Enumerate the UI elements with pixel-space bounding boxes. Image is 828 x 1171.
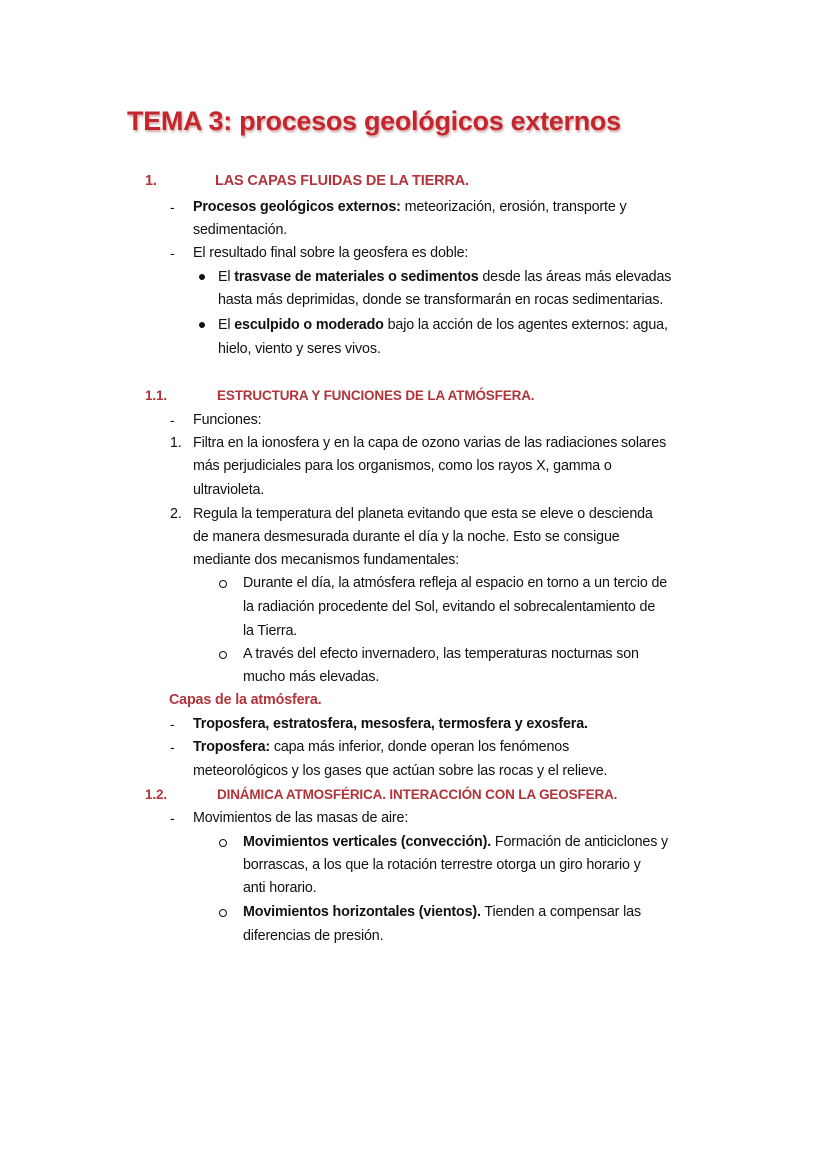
paragraph-line: de manera desmesurada durante el día y la noche. Esto se consigue [193, 529, 620, 545]
circle-bullet-icon [219, 839, 227, 847]
paragraph-line: sedimentación. [193, 222, 288, 238]
text: El [218, 269, 235, 285]
section-number: 1.2. [145, 787, 167, 802]
paragraph-line: más perjudiciales para los organismos, como los rayos X, gamma o [193, 458, 612, 474]
paragraph-line: la radiación procedente del Sol, evitando el sobrecalentamiento de [243, 599, 656, 615]
circle-bullet-icon [219, 580, 227, 588]
paragraph-line [243, 832, 668, 852]
text: desde las áreas más elevadas [478, 269, 672, 285]
paragraph-line [193, 714, 588, 734]
paragraph-line [243, 902, 641, 922]
paragraph-line: meteorológicos y los gases que actúan sobre las rocas y el relieve. [193, 763, 608, 779]
paragraph-line: borrascas, a los que la rotación terrestre otorga un giro horario y [243, 857, 641, 873]
bold-term: Movimientos verticales (convección). [243, 834, 492, 850]
section-number: 1.1. [145, 388, 167, 403]
document-title: TEMA 3: procesos geológicos externos [127, 106, 621, 136]
text: bajo la acción de los agentes externos: agua, [383, 317, 668, 333]
paragraph-line: anti horario. [243, 880, 317, 896]
bold-term: Troposfera, estratosfera, mesosfera, termosfera y exosfera. [193, 716, 588, 732]
paragraph-line: Durante el día, la atmósfera refleja al espacio en torno a un tercio de [243, 575, 668, 591]
paragraph-line: diferencias de presión. [243, 928, 384, 944]
paragraph-line: mediante dos mecanismos fundamentales: [193, 552, 460, 568]
paragraph-line: ultravioleta. [193, 482, 265, 498]
dash-bullet: - [170, 716, 175, 732]
section-heading: DINÁMICA ATMOSFÉRICA. INTERACCIÓN CON LA GEOSFERA. [217, 787, 618, 802]
bold-term: Troposfera: [193, 739, 270, 755]
text: meteorización, erosión, transporte y [400, 199, 627, 215]
bold-term: trasvase de materiales o sedimentos [234, 269, 479, 285]
paragraph-line: la Tierra. [243, 623, 298, 639]
text: El [218, 317, 235, 333]
bold-term: Procesos geológicos externos: [193, 199, 401, 215]
bold-term: esculpido o moderado [234, 317, 384, 333]
dash-bullet: - [170, 739, 175, 755]
paragraph-line: Funciones: [193, 412, 262, 428]
bullet-icon [199, 274, 205, 280]
paragraph-line: Movimientos de las masas de aire: [193, 810, 409, 826]
dash-bullet: - [170, 810, 175, 826]
dash-bullet: - [170, 199, 175, 215]
paragraph-line: hasta más deprimidas, donde se transformarán en rocas sedimentarias. [218, 292, 664, 308]
paragraph-line [193, 737, 569, 757]
circle-bullet-icon [219, 651, 227, 659]
text: capa más inferior, donde operan los fenómenos [270, 739, 570, 755]
dash-bullet: - [170, 245, 175, 261]
paragraph-line: El resultado final sobre la geosfera es doble: [193, 245, 469, 261]
paragraph-line [218, 267, 671, 287]
list-number: 2. [170, 506, 182, 522]
text: Tienden a compensar las [480, 904, 641, 920]
dash-bullet: - [170, 412, 175, 428]
section-heading: LAS CAPAS FLUIDAS DE LA TIERRA. [215, 173, 469, 189]
paragraph-line: Filtra en la ionosfera y en la capa de ozono varias de las radiaciones solares [193, 435, 667, 451]
subheading: Capas de la atmósfera. [169, 692, 322, 708]
paragraph-line: mucho más elevadas. [243, 669, 380, 685]
paragraph-line: Regula la temperatura del planeta evitando que esta se eleve o descienda [193, 506, 653, 522]
text: Formación de anticiclones y [491, 834, 669, 850]
paragraph-line: A través del efecto invernadero, las temperaturas nocturnas son [243, 646, 639, 662]
paragraph-line: hielo, viento y seres vivos. [218, 341, 381, 357]
section-number: 1. [145, 173, 157, 189]
list-number: 1. [170, 435, 182, 451]
bold-term: Movimientos horizontales (vientos). [243, 904, 481, 920]
bullet-icon [199, 322, 205, 328]
paragraph-line [218, 315, 668, 335]
circle-bullet-icon [219, 909, 227, 917]
section-heading: ESTRUCTURA Y FUNCIONES DE LA ATMÓSFERA. [217, 388, 535, 403]
paragraph-line [193, 197, 627, 217]
